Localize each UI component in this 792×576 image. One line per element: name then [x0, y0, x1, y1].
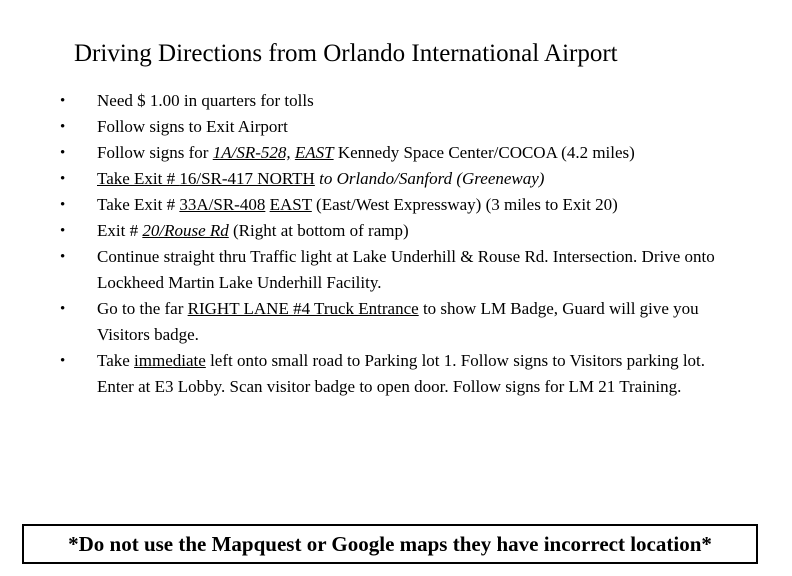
direction-item: [60, 88, 720, 114]
direction-text: 20/Rouse Rd: [142, 221, 229, 240]
bullet-icon: •: [60, 93, 66, 109]
direction-text: Take Exit #: [97, 169, 180, 188]
direction-item: [60, 348, 720, 400]
direction-item: [60, 166, 720, 192]
bullet-icon: •: [60, 145, 66, 161]
direction-text: Follow signs for: [97, 143, 213, 162]
direction-item: [60, 192, 720, 218]
direction-text: immediate: [134, 351, 206, 370]
direction-text: Take: [97, 351, 135, 370]
bullet-icon: •: [60, 223, 66, 239]
direction-text: (East/West Expressway) (3 miles to Exit 20): [311, 195, 618, 214]
direction-text: RIGHT LANE #4 Truck Entrance: [187, 299, 419, 318]
direction-text: 33A/SR-408: [179, 195, 266, 214]
bullet-icon: •: [60, 171, 66, 187]
direction-text: Follow signs to Exit Airport: [97, 117, 288, 136]
direction-item: [60, 140, 720, 166]
warning-notice: *Do not use the Mapquest or Google maps they have incorrect location*: [22, 524, 758, 564]
direction-text: EAST: [294, 143, 334, 162]
direction-item: [60, 218, 720, 244]
direction-text: to Orlando/Sanford (Greeneway): [314, 169, 545, 188]
direction-item: [60, 296, 720, 348]
direction-text: Exit #: [97, 221, 143, 240]
bullet-icon: •: [60, 301, 66, 317]
direction-text: Continue straight thru Traffic light at Lake Underhill & Rouse Rd. Intersection. Drive onto Lockheed Martin Lake Underhill Facility.: [97, 247, 715, 292]
direction-text: 16/SR-417 NORTH: [179, 169, 315, 188]
direction-text: left onto small road to Parking lot 1. Follow signs to Visitors parking lot. Enter at E3 Lobby. Scan visitor badge to open door. Follow signs for LM 21 Training.: [97, 351, 706, 396]
bullet-icon: •: [60, 197, 66, 213]
bullet-icon: •: [60, 119, 66, 135]
directions-list: [60, 88, 720, 400]
direction-text: Need $ 1.00 in quarters for tolls: [97, 91, 314, 110]
direction-item: [60, 244, 720, 296]
bullet-icon: •: [60, 249, 66, 265]
direction-text: Kennedy Space Center/COCOA (4.2 miles): [333, 143, 635, 162]
direction-text: Go to the far: [97, 299, 188, 318]
direction-text: 1A/SR-528,: [212, 143, 291, 162]
direction-text: Take Exit #: [97, 195, 180, 214]
bullet-icon: •: [60, 353, 66, 369]
direction-text: EAST: [269, 195, 312, 214]
direction-item: [60, 114, 720, 140]
direction-text: (Right at bottom of ramp): [228, 221, 409, 240]
direction-text: to show LM Badge, Guard will give you Visitors badge.: [97, 299, 699, 344]
page-title: Driving Directions from Orlando International Airport: [74, 40, 618, 67]
